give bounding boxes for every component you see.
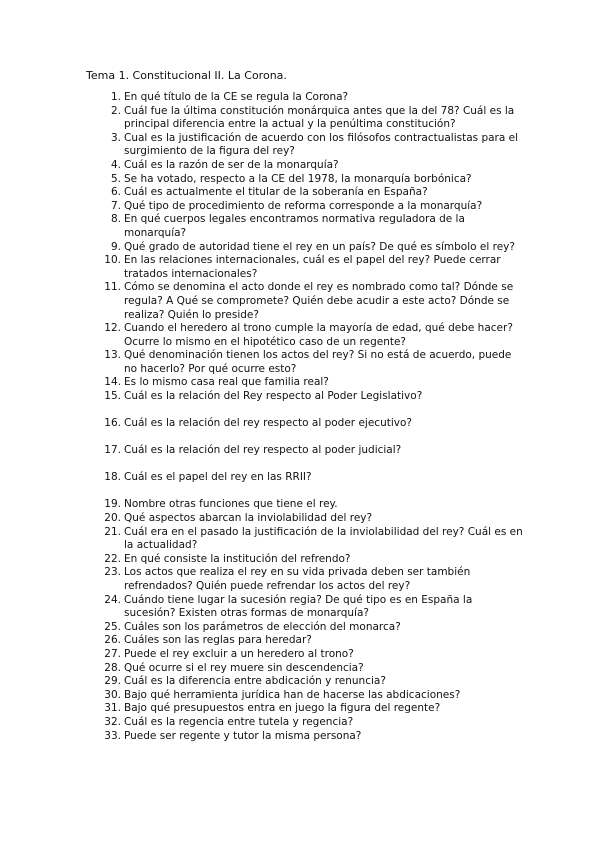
question-number: 30.	[104, 688, 121, 701]
question-number: 22.	[104, 552, 121, 565]
question-item	[86, 689, 526, 703]
question-item	[86, 254, 526, 281]
question-number: 16.	[104, 417, 121, 430]
question-item	[86, 662, 526, 676]
question-item	[86, 173, 526, 187]
question-number: 8.	[110, 213, 121, 226]
question-number: 29.	[104, 675, 121, 688]
question-text: Qué ocurre si el rey muere sin descendencia?	[124, 661, 364, 674]
question-item	[86, 241, 526, 255]
question-item	[86, 159, 526, 173]
question-text: En qué cuerpos legales encontramos normativa reguladora de la monarquía?	[124, 213, 465, 239]
question-item	[86, 702, 526, 716]
question-text: Cuál es actualmente el titular de la soberanía en España?	[124, 186, 428, 199]
question-item	[86, 716, 526, 730]
question-number: 11.	[104, 281, 121, 294]
question-item	[86, 213, 526, 240]
question-text: Cómo se denomina el acto donde el rey es nombrado como tal? Dónde se regula? A Qué se compromete? Quién debe acudir a este acto? Dónde se realiza? Quién lo preside?	[124, 281, 514, 321]
question-text: Qué denominación tienen los actos del rey? Si no está de acuerdo, puede no hacerlo? Por qué ocurre esto?	[124, 349, 512, 375]
question-text: Cuáles son las reglas para heredar?	[124, 634, 312, 647]
question-text: Cuál es la relación del rey respecto al poder judicial?	[124, 444, 402, 457]
question-text: En las relaciones internacionales, cuál es el papel del rey? Puede cerrar tratados internacionales?	[124, 254, 501, 280]
question-text: En qué consiste la institución del refrendo?	[124, 552, 351, 565]
question-item	[86, 281, 526, 322]
question-text: Qué grado de autoridad tiene el rey en un país? De qué es símbolo el rey?	[124, 240, 515, 253]
question-list	[86, 91, 526, 743]
question-item	[86, 594, 526, 621]
question-text: Cuál es la relación del rey respecto al poder ejecutivo?	[124, 417, 412, 430]
question-item	[86, 390, 526, 404]
question-item	[86, 566, 526, 593]
question-text: Cuál es la regencia entre tutela y regencia?	[124, 715, 354, 728]
question-number: 31.	[104, 702, 121, 715]
question-number: 19.	[104, 498, 121, 511]
document-title: Tema 1. Constitucional II. La Corona.	[86, 69, 287, 82]
question-item	[86, 675, 526, 689]
question-item	[86, 186, 526, 200]
question-number: 13.	[104, 349, 121, 362]
question-text: Cual es la justificación de acuerdo con los filósofos contractualistas para el surgimiento de la figura del rey?	[124, 131, 519, 158]
question-text: Es lo mismo casa real que familia real?	[124, 376, 329, 389]
question-item	[86, 471, 526, 485]
question-item	[86, 512, 526, 526]
question-number: 7.	[110, 199, 121, 212]
question-item	[86, 526, 526, 553]
question-number: 26.	[104, 634, 121, 647]
question-text: Qué aspectos abarcan la inviolabilidad del rey?	[124, 512, 373, 525]
question-text: Cuál es la relación del Rey respecto al Poder Legislativo?	[124, 390, 423, 403]
question-item	[86, 648, 526, 662]
question-text: Cuáles son los parámetros de elección del monarca?	[124, 620, 401, 633]
question-text: Cuál es la razón de ser de la monarquía?	[124, 158, 339, 171]
question-item	[86, 634, 526, 648]
question-number: 1.	[110, 91, 121, 103]
question-item	[86, 553, 526, 567]
question-number: 10.	[104, 254, 121, 267]
question-text: Cuál es el papel del rey en las RRII?	[124, 471, 312, 484]
question-item	[86, 621, 526, 635]
question-text: Los actos que realiza el rey en su vida privada deben ser también refrendados? Quién puede refrendar los actos del rey?	[124, 566, 471, 592]
question-item	[86, 376, 526, 390]
question-item	[86, 132, 526, 159]
question-item	[86, 417, 526, 431]
question-number: 21.	[104, 525, 121, 538]
question-text: En qué título de la CE se regula la Corona?	[124, 91, 349, 103]
question-text: Puede ser regente y tutor la misma persona?	[124, 729, 362, 742]
question-number: 23.	[104, 566, 121, 579]
question-number: 14.	[104, 376, 121, 389]
question-number: 24.	[104, 593, 121, 606]
question-text: Cuál es la diferencia entre abdicación y renuncia?	[124, 675, 386, 688]
question-item	[86, 498, 526, 512]
question-number: 5.	[110, 172, 121, 185]
question-number: 17.	[104, 444, 121, 457]
question-number: 2.	[110, 104, 121, 117]
question-item	[86, 444, 526, 458]
question-text: Se ha votado, respecto a la CE del 1978, la monarquía borbónica?	[124, 172, 472, 185]
question-item	[86, 322, 526, 349]
question-number: 32.	[104, 715, 121, 728]
question-number: 18.	[104, 471, 121, 484]
question-text: Nombre otras funciones que tiene el rey.	[124, 498, 338, 511]
question-text: Bajo qué presupuestos entra en juego la figura del regente?	[124, 702, 441, 715]
question-text: Cuando el heredero al trono cumple la mayoría de edad, qué debe hacer? Ocurre lo mismo en el hipotético caso de un regente?	[124, 322, 513, 348]
question-text: Qué tipo de procedimiento de reforma corresponde a la monarquía?	[124, 199, 483, 212]
question-number: 3.	[110, 131, 121, 144]
question-text: Bajo qué herramienta jurídica han de hacerse las abdicaciones?	[124, 688, 461, 701]
question-text: Puede el rey excluir a un heredero al trono?	[124, 647, 354, 660]
question-text: Cuándo tiene lugar la sucesión regia? De qué tipo es en España la sucesión? Existen otras formas de monarquía?	[124, 593, 473, 620]
question-item	[86, 730, 526, 744]
question-number: 33.	[104, 729, 121, 742]
question-number: 25.	[104, 620, 121, 633]
question-number: 15.	[104, 390, 121, 403]
question-text: Cuál fue la última constitución monárquica antes que la del 78? Cuál es la principal diferencia entre la actual y la penúltima constitución?	[124, 104, 515, 131]
question-item	[86, 349, 526, 376]
question-number: 9.	[110, 240, 121, 253]
question-item	[86, 200, 526, 214]
question-number: 28.	[104, 661, 121, 674]
question-item	[86, 105, 526, 132]
question-number: 12.	[104, 322, 121, 335]
question-number: 27.	[104, 647, 121, 660]
question-number: 6.	[110, 186, 121, 199]
question-number: 20.	[104, 512, 121, 525]
question-number: 4.	[110, 158, 121, 171]
question-item	[86, 91, 526, 105]
question-text: Cuál era en el pasado la justificación de la inviolabilidad del rey? Cuál es en la actualidad?	[124, 525, 523, 552]
